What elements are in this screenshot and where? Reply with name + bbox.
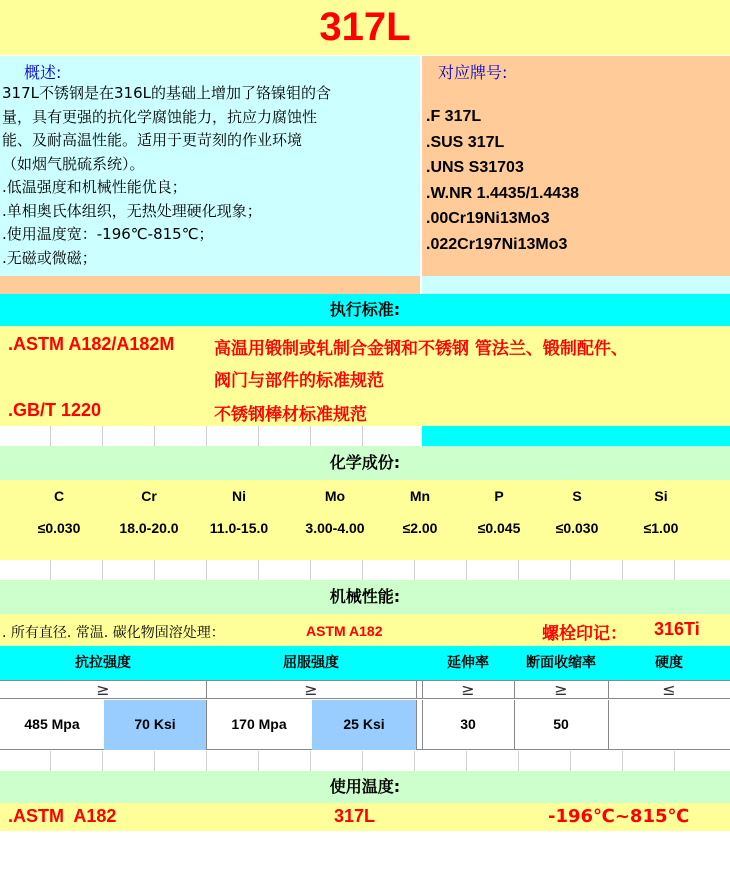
chemistry-heading: 化学成份: [0,446,730,480]
separator-strip [0,276,420,294]
header-elongation: 延伸率 [447,655,489,671]
grades-list [426,104,579,257]
mechanical-arrow-row [0,680,730,699]
reduction-value: 50 [514,700,609,750]
arrow-le: ≤ [662,680,676,699]
overview-line: .单相奥氏体组织，无热处理硬化现象； [2,201,262,220]
overview-line: .使用温度宽：-196℃-815℃； [2,225,214,243]
mechanical-values-row [0,700,730,750]
overview-line: .低温强度和机械性能优良； [2,178,187,196]
grades-heading: 对应牌号: [438,63,508,82]
overview-line: .无磁或微磁； [2,248,97,267]
chemistry-panel [0,480,730,560]
chem-value: ≤0.045 [477,520,521,536]
tensile-mpa: 485 Mpa [0,700,105,750]
chem-element: Mo [324,488,346,504]
hardness-value [608,700,730,750]
condition-standard: ASTM A182 [306,623,383,639]
grade-item: .UNS S31703 [426,159,524,176]
chem-value: 11.0-15.0 [209,520,269,536]
mechanical-heading: 机械性能: [0,580,730,614]
overview-line: （如烟气脱硫系统）。 [2,154,145,173]
grid-gap-row [0,751,730,771]
arrow-ge: ≥ [0,681,207,699]
temperature-grade: 317L [334,806,376,826]
grade-item: .W.NR 1.4435/1.4438 [426,184,579,202]
standards-panel [0,326,730,426]
temperature-row [0,803,730,831]
condition-prefix: . 所有直径. 常温. 碳化物固溶处理： [2,625,225,641]
grade-item: .022Cr197Ni13Mo3 [426,235,568,253]
chem-value: ≤0.030 [37,520,81,536]
header-hardness: 硬度 [655,655,683,671]
grades-panel [422,56,730,276]
arrow-ge: ≥ [206,681,417,699]
temperature-range: -196℃~815℃ [548,806,690,827]
chem-value: ≤1.00 [643,520,679,536]
chem-value: ≤2.00 [402,520,438,536]
chem-value: ≤0.030 [555,520,599,536]
grid-gap-row [0,426,420,446]
chem-element: Cr [141,488,157,504]
overview-line: 量，具有更强的抗化学腐蚀能力，抗应力腐蚀性 [2,107,318,126]
separator-strip [422,276,730,294]
standards-heading: 执行标准: [0,294,730,326]
standard-code: .GB/T 1220 [8,400,102,420]
standard-code: .ASTM A182/A182M [8,334,175,354]
tensile-ksi: 70 Ksi [104,700,207,750]
standard-desc: 阀门与部件的标准规范 [214,371,384,391]
yield-ksi: 25 Ksi [312,700,417,750]
chem-element: P [494,488,504,504]
bolt-mark-value: 316Ti [654,619,700,639]
header-reduction: 断面收缩率 [526,655,596,671]
chem-element: Mn [409,488,431,504]
chem-element: C [53,488,65,504]
bolt-mark-label: 螺栓印记： [542,624,627,644]
mechanical-condition-row [0,614,730,646]
overview-text [2,82,331,270]
arrow-ge: ≥ [514,681,609,699]
header-yield: 屈服强度 [283,655,339,671]
grade-item: .SUS 317L [426,133,505,151]
grid-gap-cyan [422,426,730,446]
overview-panel [0,56,420,276]
grade-item: .F 317L [426,108,482,125]
arrow-ge: ≥ [422,681,515,699]
chem-element: S [572,488,582,504]
mechanical-header-row [0,646,730,680]
yield-mpa: 170 Mpa [206,700,313,750]
chem-value: 18.0-20.0 [119,520,179,536]
chem-value: 3.00-4.00 [305,520,365,536]
page-title: 317L [0,0,730,55]
grid-gap-row [0,560,730,580]
temperature-standard: .ASTM A182 [8,806,117,826]
header-tensile: 抗拉强度 [75,655,131,671]
overview-line: 317L不锈钢是在316L的基础上增加了铬镍钼的含 [2,84,331,102]
chem-element: Si [654,488,668,504]
grade-item: .00Cr19Ni13Mo3 [426,210,550,227]
temperature-heading: 使用温度: [0,771,730,803]
standard-desc: 不锈钢棒材标准规范 [214,405,367,425]
standard-desc: 高温用锻制或轧制合金钢和不锈钢 管法兰、锻制配件、 [214,339,628,359]
chem-element: Ni [232,488,246,504]
elongation-value: 30 [422,700,515,750]
overview-line: 能、及耐高温性能。适用于更苛刻的作业环境 [2,131,303,149]
overview-heading: 概述: [24,63,62,82]
